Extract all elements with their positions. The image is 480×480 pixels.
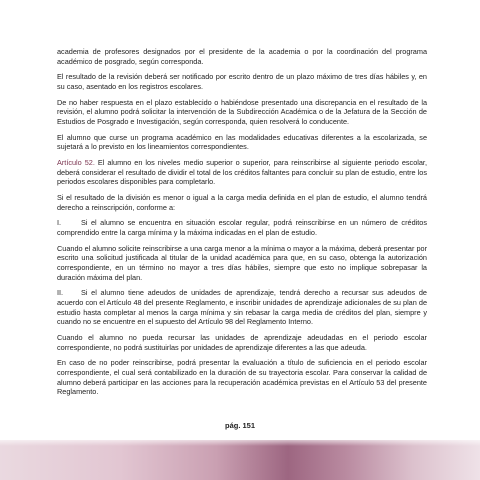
paragraph: En caso de no poder reinscribirse, podrá presentar la evaluación a título de suficiencia en el periodo escolar correspondiente, el cual será contabilizado en la duración de su trayectoria escolar. Para conservar la calidad de alumno deberá participar en las acciones para la recuperación académica previstas en el Artículo 53 del presente Reglamento.	[57, 358, 427, 397]
paragraph: De no haber respuesta en el plazo establecido o habiéndose presentado una discrepancia en el resultado de la revisión, el alumno podrá solicitar la intervención de la Subdirección Académica o de la Jefatura de la Sección de Estudios de Posgrado e Investigación, según corresponda, quien resolverá lo conducente.	[57, 97, 427, 126]
list-item-number: I.	[57, 218, 62, 228]
list-item	[57, 218, 427, 237]
article-text: El alumno en los niveles medio superior o superior, para reinscribirse al siguiente periodo escolar, deberá considerar el resultado de dividir el total de los créditos faltantes para concluir su plan de estudio, entre los periodos escolares disponibles para completarlo.	[57, 158, 427, 187]
paragraph: El resultado de la revisión deberá ser notificado por escrito dentro de un plazo máximo de tres días hábiles y, en su caso, asentado en los registros escolares.	[57, 72, 427, 91]
footer-band-fade	[0, 436, 480, 446]
decorative-footer-band	[0, 440, 480, 480]
paragraph: Cuando el alumno solicite reinscribirse a una carga menor a la mínima o mayor a la máxima, deberá presentar por escrito una solicitud justificada al titular de la unidad académica para que, en su caso, obtenga la autorización correspondiente, en un término no mayor a tres días hábiles, siempre que esto no implique sobrepasar la duración máxima del plan.	[57, 243, 427, 282]
list-item	[57, 288, 427, 326]
list-item-number: II.	[57, 288, 64, 298]
page-number: pág. 151	[224, 421, 255, 430]
paragraph: Cuando el alumno no pueda recursar las unidades de aprendizaje adeudadas en el periodo escolar correspondiente, no podrá sustituirlas por unidades de aprendizaje diferentes a las que adeuda.	[57, 332, 427, 352]
list-item-text: Si el alumno tiene adeudos de unidades de aprendizaje, tendrá derecho a recursar sus adeudos de acuerdo con el Artículo 48 del presente Reglamento, e inscribir unidades de aprendizaje adicionales de su plan de estudio hasta completar al menos la carga mínima y sin rebasar la carga media de créditos del plan, siempre y cuando no se encuentre en el supuesto del Artículo 98 del Reglamento Interno.	[57, 288, 427, 327]
page-body	[57, 47, 427, 403]
paragraph: El alumno que curse un programa académico en las modalidades educativas diferentes a la escolarizada, se sujetará a lo previsto en los lineamientos correspondientes.	[57, 132, 427, 152]
article-label: Artículo 52.	[57, 158, 95, 168]
paragraph: Si el resultado de la división es menor o igual a la carga media definida en el plan de estudio, el alumno tendrá derecho a reinscripción, conforme a:	[57, 193, 427, 212]
paragraph: academia de profesores designados por el presidente de la academia o por la coordinación del programa académico de posgrado, según corresponda.	[57, 47, 427, 66]
list-item-text: Si el alumno se encuentra en situación escolar regular, podrá reinscribirse en un número de créditos comprendido entre la carga mínima y la máxima indicadas en el plan de estudio.	[57, 218, 427, 238]
article-52-paragraph	[57, 158, 427, 187]
